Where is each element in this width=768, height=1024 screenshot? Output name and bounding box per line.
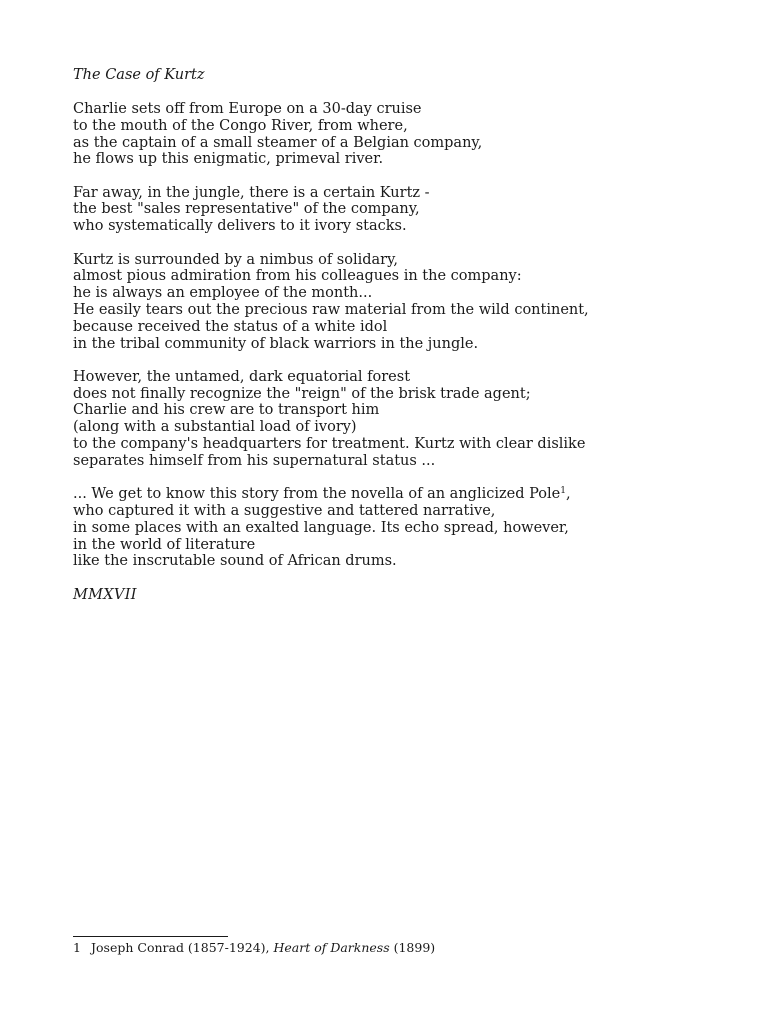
poem-line: He easily tears out the precious raw material from the wild continent, [73, 301, 589, 318]
poem-line: the best "sales representative" of the company, [73, 201, 420, 218]
poem-line: in the world of literature [73, 536, 256, 553]
poem-line: in the tribal community of black warriors in the jungle. [73, 335, 479, 352]
poem-line: Charlie sets off from Europe on a 30-day cruise [73, 101, 422, 117]
footnote [73, 940, 435, 955]
poem-line: he flows up this enigmatic, primeval river. [73, 151, 384, 168]
poem-line: separates himself from his supernatural status ... [73, 452, 436, 469]
date-signature: MMXVII [73, 586, 137, 603]
poem-line: because received the status of a white idol [73, 318, 388, 335]
poem-line: almost pious admiration from his colleagues in the company: [73, 268, 522, 285]
footnote-year: (1899) [389, 940, 436, 955]
poem-line: to the mouth of the Congo River, from where, [73, 117, 408, 134]
poem-line: who systematically delivers to it ivory stacks. [73, 218, 407, 235]
poem-line: to the company's headquarters for treatment. Kurtz with clear dislike [73, 436, 586, 453]
poem-line: as the captain of a small steamer of a Belgian company, [73, 134, 483, 151]
stanza-2 [73, 185, 753, 235]
poem-line-text: ... We get to know this story from the novella of an anglicized Pole [73, 486, 561, 503]
poem-line: does not finally recognize the "reign" of the brisk trade agent; [73, 385, 531, 402]
poem-line: However, the untamed, dark equatorial forest [73, 368, 411, 385]
poem-line: Far away, in the jungle, there is a certain Kurtz - [73, 184, 430, 201]
footnote-number: 1 [73, 940, 81, 955]
poem-line: (along with a substantial load of ivory) [73, 419, 357, 436]
poem-line-with-footnote [73, 486, 753, 503]
footnote-book-title: Heart of Darkness [273, 940, 390, 955]
stanza-1 [73, 101, 753, 168]
footnote-text: Joseph Conrad (1857-1924), [91, 940, 274, 955]
stanza-3 [73, 252, 753, 353]
stanza-4 [73, 369, 753, 470]
footnote-reference[interactable]: 1 [560, 486, 566, 497]
footnote-divider [73, 936, 228, 937]
poem-line: Charlie and his crew are to transport him [73, 402, 380, 419]
stanza-5 [73, 486, 753, 570]
poem-title: The Case of Kurtz [73, 67, 205, 83]
poem-line: Kurtz is surrounded by a nimbus of solidary, [73, 251, 398, 268]
poem-line: in some places with an exalted language. Its echo spread, however, [73, 519, 569, 536]
poem-line: he is always an employee of the month... [73, 285, 373, 302]
poem-body [73, 101, 753, 604]
line-comma: , [565, 486, 571, 503]
poem-line: like the inscrutable sound of African drums. [73, 553, 397, 570]
poem-line: who captured it with a suggestive and tattered narrative, [73, 502, 496, 519]
